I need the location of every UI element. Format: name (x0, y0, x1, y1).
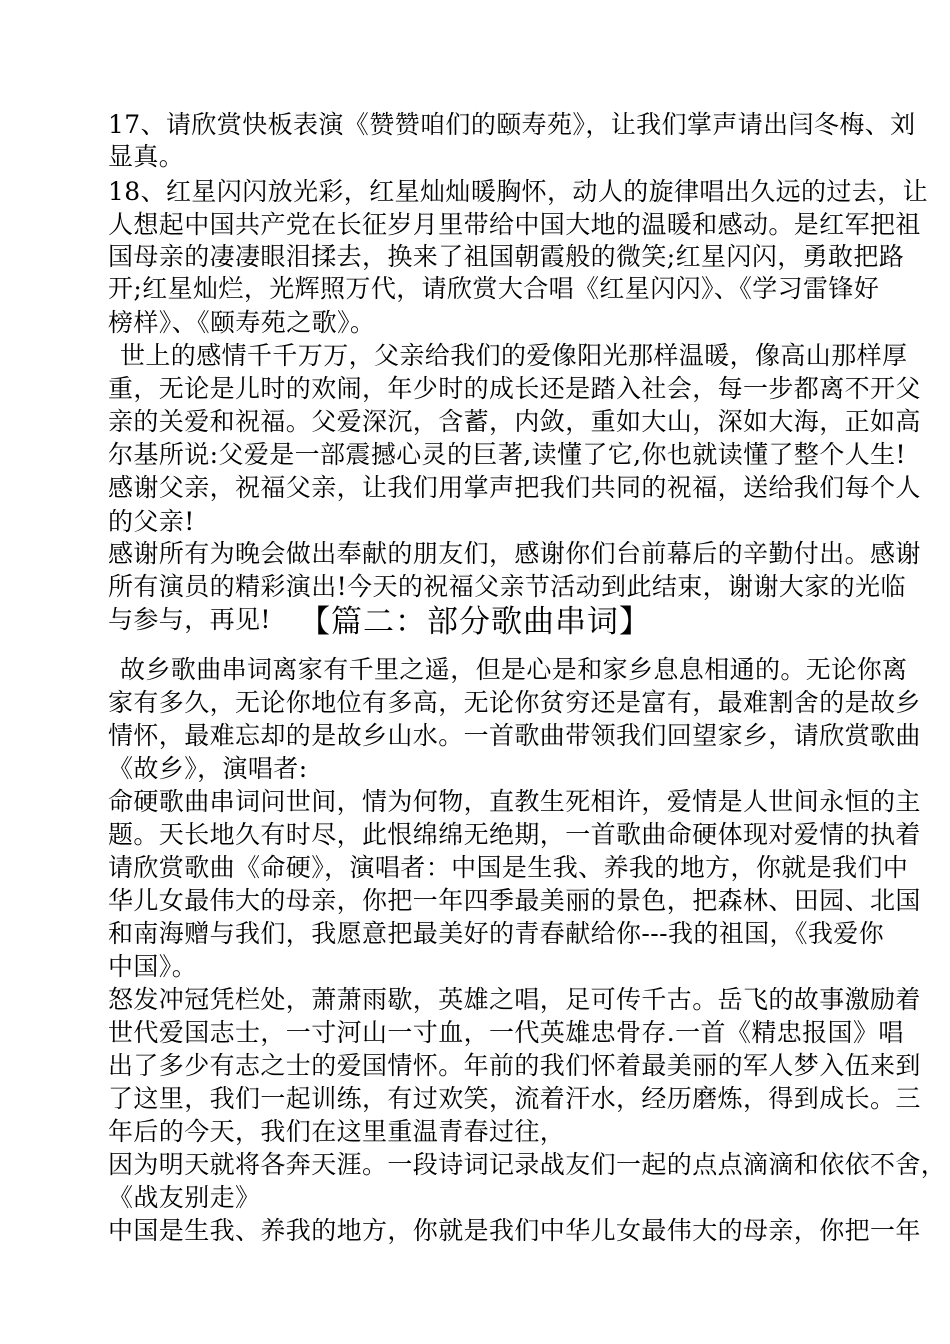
paragraph-line: 题。天长地久有时尽，此恨绵绵无绝期，一首歌曲命硬体现对爱情的执着 (108, 820, 921, 849)
paragraph-line: 17、请欣赏快板表演《赞赞咱们的颐寿苑》，让我们掌声请出闫冬梅、刘 (108, 110, 916, 139)
paragraph-line: 了这里，我们一起训练，有过欢笑，流着汗水，经历磨炼，得到成长。三 (108, 1084, 921, 1113)
paragraph-line: 怒发冲冠凭栏处，萧萧雨歇，英雄之唱，足可传千古。岳飞的故事激励着 (108, 985, 921, 1014)
paragraph-line: 中国是生我、养我的地方，你就是我们中华儿女最伟大的母亲，你把一年 (108, 1216, 921, 1245)
paragraph-line: 人想起中国共产党在长征岁月里带给中国大地的温暖和感动。是红军把祖 (108, 210, 921, 239)
paragraph-line: 华儿女最伟大的母亲，你把一年四季最美丽的景色，把森林、田园、北国 (108, 886, 921, 915)
paragraph-line: 世代爱国志士，一寸河山一寸血，一代英雄忠骨存.一首《精忠报国》唱 (108, 1018, 904, 1047)
paragraph-line: 出了多少有志之士的爱国情怀。年前的我们怀着最美丽的军人梦入伍来到 (108, 1051, 921, 1080)
paragraph-line: 和南海赠与我们，我愿意把最美好的青春献给你---我的祖国，《我爱你 (108, 919, 885, 948)
paragraph-line: 中国》。 (108, 952, 198, 981)
paragraph-line: 18、红星闪闪放光彩，红星灿灿暖胸怀，动人的旋律唱出久远的过去，让 (108, 177, 929, 206)
paragraph-line: 请欣赏歌曲《命硬》，演唱者：中国是生我、养我的地方，你就是我们中 (108, 853, 909, 882)
paragraph-line: 亲的关爱和祝福。父爱深沉，含蓄，内敛，重如大山，深如大海，正如高 (108, 407, 921, 436)
paragraph-line: 开;红星灿烂，光辉照万代，请欣赏大合唱《红星闪闪》、《学习雷锋好 (108, 274, 880, 303)
paragraph-line: 《故乡》，演唱者: (108, 754, 308, 783)
paragraph-line: 的父亲! (108, 507, 195, 536)
paragraph-line: 所有演员的精彩演出!今天的祝福父亲节活动到此结束，谢谢大家的光临 (108, 572, 906, 601)
paragraph-line: 因为明天就将各奔天涯。一段诗词记录战友们一起的点点滴滴和依依不舍， (108, 1150, 947, 1179)
section-heading: 【篇二：部分歌曲串词】 (299, 604, 651, 640)
paragraph-line: 感谢父亲，祝福父亲，让我们用掌声把我们共同的祝福，送给我们每个人 (108, 473, 921, 502)
paragraph-line: 尔基所说:父爱是一部震撼心灵的巨著,读懂了它,你也就读懂了整个人生! (108, 440, 906, 469)
paragraph-line: 榜样》、《颐寿苑之歌》。 (108, 308, 376, 337)
paragraph-line: 与参与，再见! (108, 605, 271, 634)
paragraph-line: 显真。 (108, 142, 185, 171)
paragraph-line: 世上的感情千千万万，父亲给我们的爱像阳光那样温暖，像高山那样厚 (120, 341, 908, 370)
paragraph-line: 家有多久，无论你地位有多高，无论你贫穷还是富有，最难割舍的是故乡 (108, 688, 921, 717)
paragraph-line: 感谢所有为晚会做出奉献的朋友们，感谢你们台前幕后的辛勤付出。感谢 (108, 539, 921, 568)
paragraph-line: 《战友别走》 (108, 1183, 261, 1212)
paragraph-line: 重，无论是儿时的欢闹，年少时的成长还是踏入社会，每一步都离不开父 (108, 374, 921, 403)
paragraph-line: 命硬歌曲串词问世间，情为何物，直教生死相许，爱情是人世间永恒的主 (108, 787, 921, 816)
paragraph-line: 故乡歌曲串词离家有千里之遥，但是心是和家乡息息相通的。无论你离 (120, 655, 908, 684)
paragraph-line: 国母亲的凄凄眼泪揉去，换来了祖国朝霞般的微笑;红星闪闪，勇敢把路 (108, 242, 905, 271)
paragraph-line: 年后的今天，我们在这里重温青春过往， (108, 1117, 566, 1146)
paragraph-line: 情怀，最难忘却的是故乡山水。一首歌曲带领我们回望家乡，请欣赏歌曲 (108, 721, 921, 750)
